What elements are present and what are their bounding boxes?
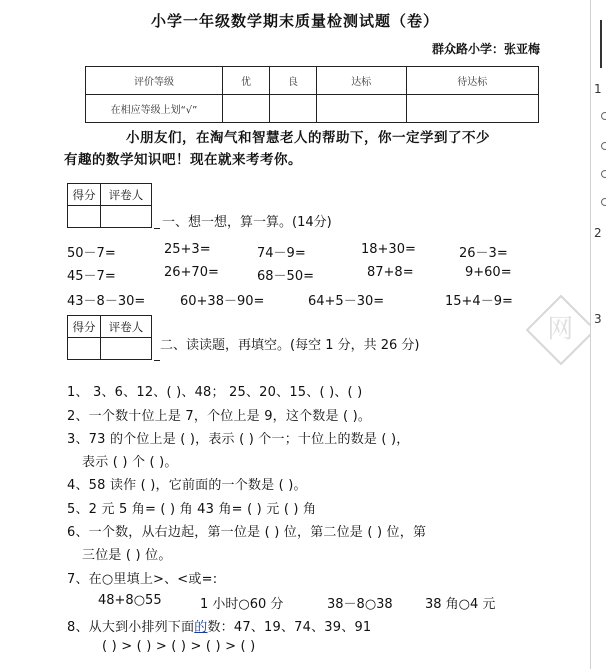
calc-item: 50－7= [67,246,116,261]
eval-mark-box[interactable] [406,95,538,123]
eval-cell-needs-work: 待达标 [406,67,538,95]
grader-input-cell[interactable] [101,206,152,228]
score-box-section-1 [67,183,152,228]
eval-mark-box[interactable] [269,95,316,123]
next-page-table-edge [600,20,602,68]
intro-paragraph [64,127,544,171]
evaluation-table [85,66,539,123]
page-title: 小学一年级数学期末质量检测试题（卷） [150,12,439,30]
calc-item: 64+5－30= [308,294,385,309]
question-5: 5、2 元 5 角= ( ) 角 43 角= ( ) 元 ( ) 角 [67,502,317,517]
question-3-line-2: 表示 ( ) 个 ( )。 [82,455,178,470]
question-3-line-1: 3、73 的个位上是 ( )，表示 ( ) 个一；十位上的数是 ( )， [67,432,410,447]
calc-item: 26－3= [459,246,508,261]
grader-input-cell[interactable] [101,338,152,360]
watermark-stamp [526,295,597,366]
eval-cell-pass: 达标 [316,67,406,95]
question-2: 2、一个数十位上是 7，个位上是 9，这个数是 ( )。 [67,409,372,424]
score-input-cell[interactable] [68,206,101,228]
next-page-mark: 1 [594,82,602,96]
next-page-option-circle [601,112,606,120]
grader-label: 评卷人 [101,184,152,206]
calc-item: 74－9= [257,246,306,261]
question-8-link[interactable]: 的 [194,620,208,635]
score-label: 得分 [68,316,101,338]
calc-item: 60+38－90= [180,294,265,309]
section-1-title: 一、想一想，算一算。(14分) [162,215,332,230]
eval-cell-grade-label: 评价等级 [86,67,223,95]
calc-item: 87+8= [367,265,414,280]
eval-mark-box[interactable] [223,95,270,123]
score-label: 得分 [68,184,101,206]
section-2-title: 二、读读题，再填空。(每空 1 分，共 26 分) [160,338,420,353]
compare-item: 38－8○38 [327,597,393,612]
calc-item: 68－50= [257,269,314,284]
calc-item: 25+3= [164,242,211,257]
calc-item: 18+30= [361,242,416,257]
question-7: 7、在○里填上>、<或=: [67,572,218,587]
score-box-section-2 [67,315,152,360]
author-line: 群众路小学：张亚梅 [431,42,540,56]
question-1: 1、 3、6、12、( )、48； 25、20、15、( )、( ) [67,385,363,400]
intro-line-2: 有趣的数学知识吧！现在就来考考你。 [64,152,302,168]
question-8-blanks: ( ) > ( ) > ( ) > ( ) > ( ) [102,639,256,654]
eval-cell-mark-instruction: 在相应等级上划“√” [86,95,223,123]
next-page-option-circle [601,170,606,178]
calc-item: 43－8－30= [67,294,146,309]
question-4: 4、58 读作 ( )，它前面的一个数是 ( )。 [67,478,307,493]
next-page-mark: 3 [594,312,602,326]
question-8-suffix: 数：47、19、74、39、91 [207,620,372,635]
calc-item: 26+70= [164,265,219,280]
eval-cell-excellent: 优 [223,67,270,95]
compare-item: 1 小时○60 分 [200,597,284,612]
compare-item: 38 角○4 元 [425,597,496,612]
next-page-mark: 2 [594,226,602,240]
eval-cell-good: 良 [269,67,316,95]
compare-item: 48+8○55 [98,593,162,608]
calc-item: 15+4－9= [445,294,513,309]
score-input-cell[interactable] [68,338,101,360]
next-page-option-circle [601,198,606,206]
question-6-line-1: 6、一个数，从右边起，第一位是 ( ) 位，第二位是 ( ) 位，第 [67,525,427,540]
evaluation-mark-row [86,95,539,123]
question-6-line-2: 三位是 ( ) 位。 [82,548,172,563]
calc-item: 45－7= [67,269,116,284]
calc-item: 9+60= [465,265,512,280]
grader-label: 评卷人 [101,316,152,338]
score-box-rule [154,228,160,229]
question-8-prefix: 8、从大到小排列下面 [67,620,195,635]
score-box-rule [154,360,160,361]
intro-line-1: 小朋友们，在淘气和智慧老人的帮助下，你一定学到了不少 [126,130,490,146]
next-page-option-circle [601,142,606,150]
question-8 [67,616,371,635]
eval-mark-box[interactable] [316,95,406,123]
next-page-edge [591,0,606,669]
watermark-glyph: 网 [547,314,574,345]
evaluation-header-row [86,67,539,95]
